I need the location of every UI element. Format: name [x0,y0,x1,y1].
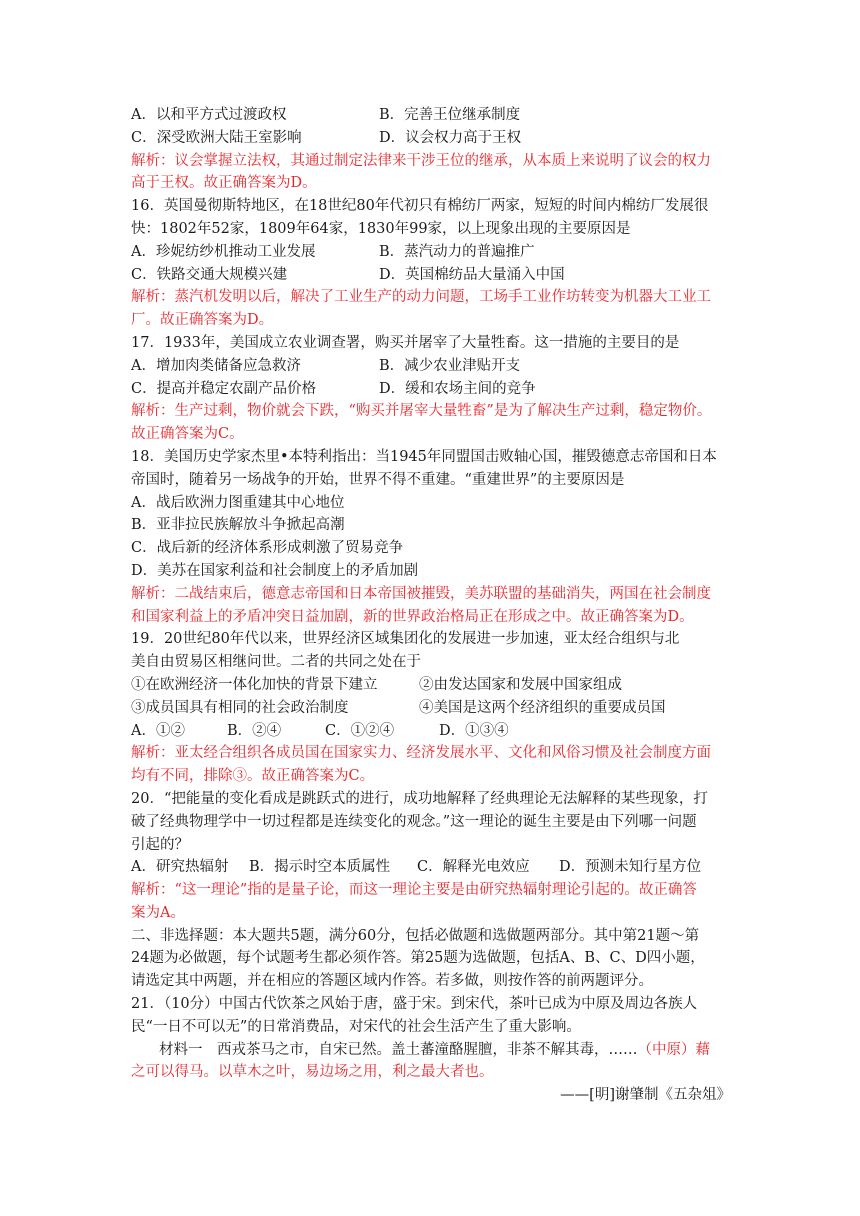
q18-stem-line: 帝国时，随着另一场战争的开始，世界不得不重建。“重建世界”的主要原因是 [131,471,625,488]
q20-stem-line: 破了经典物理学中一切过程都是连续变化的观念。”这一理论的诞生主要是由下列哪一问题 [131,813,697,830]
q19-option-a: A．①② [131,722,185,739]
q17-stem-line: 17．1933年，美国成立农业调查署，购买并屠宰了大量牲畜。这一措施的主要目的是 [131,334,680,351]
q18-option-d: D．美苏在国家利益和社会制度上的矛盾加剧 [131,562,419,579]
q21-material1-line [131,1039,731,1062]
q16-stem-line: 16．英国曼彻斯特地区，在18世纪80年代初只有棉纺厂两家，短短的时间内棉纺厂发展很 [131,198,709,215]
q15-options-row1 [131,104,731,127]
q20-stem-line: 引起的？ [131,836,189,853]
q20-option-a: A．研究热辐射 [131,859,229,876]
q20-option-d: D．预测未知行星方位 [559,859,702,876]
q16-options-row1 [131,241,731,264]
q16-options-row2 [131,264,731,287]
q17-options-row2 [131,378,731,401]
q19-items-row2 [131,697,731,720]
q17-option-a: A．增加肉类储备应急救济 [131,357,301,374]
q17-option-c: C．提高并稳定农副产品价格 [131,380,317,397]
q17-option-b: B．减少农业津贴开支 [379,357,521,374]
q19-item-1: ①在欧洲经济一体化加快的背景下建立 [131,676,378,693]
q16-option-c: C．铁路交通大规模兴建 [131,266,288,283]
q17-options-row1 [131,355,731,378]
q19-analysis-line: 均有不同，排除③。故正确答案为C。 [131,768,375,785]
q18-option-c: C．战后新的经济体系形成刺激了贸易竞争 [131,540,404,557]
q15-option-a: A．以和平方式过渡政权 [131,107,287,123]
q16-option-d: D．英国棉纺品大量涌入中国 [379,266,565,283]
q21-material1-highlight: （中原）藉 [637,1041,710,1058]
q16-option-b: B．蒸汽动力的普遍推广 [379,243,535,260]
q20-option-b: B．揭示时空本质属性 [249,859,391,876]
q19-stem-line: 美自由贸易区相继问世。二者的共同之处在于 [131,654,421,671]
q16-analysis-line: 厂。故正确答案为D。 [131,312,274,329]
q20-options-row [131,856,731,879]
q18-analysis-line: 解析：二战结束后，德意志帝国和日本帝国被摧毁，美苏联盟的基础消失，两国在社会制度 [131,585,711,602]
q17-analysis-line: 故正确答案为C。 [131,426,244,443]
q21-stem-line: 民“一日不可以无”的日常消费品，对宋代的社会生活产生了重大影响。 [131,1018,581,1035]
q19-item-2: ②由发达国家和发展中国家组成 [419,676,622,693]
q15-option-c: C．深受欧洲大陆王室影响 [131,129,302,146]
q20-analysis-line: 解析：“这一理论”指的是量子论，而这一理论主要是由研究热辐射理论引起的。故正确答 [131,882,697,899]
q15-option-d: D．议会权力高于王权 [379,129,522,146]
q15-options-row2 [131,127,731,150]
q15-option-b: B．完善王位继承制度 [379,107,521,123]
q18-option-b: B．亚非拉民族解放斗争掀起高潮 [131,517,345,534]
q20-analysis-line: 案为A。 [131,904,185,921]
q17-option-d: D．缓和农场主间的竞争 [379,380,536,397]
q19-option-d: D．①③④ [439,722,509,739]
q19-options-row [131,720,731,743]
q16-option-a: A．珍妮纺纱机推动工业发展 [131,243,316,260]
q19-analysis-line: 解析：亚太经合组织各成员国在国家实力、经济发展水平、文化和风俗习惯及社会制度方面 [131,745,711,762]
q20-stem-line: 20．“把能量的变化看成是跳跃式的进行，成功地解释了经典理论无法解释的某些现象，打 [131,790,708,807]
q18-option-a: A．战后欧洲力图重建其中心地位 [131,494,345,511]
q19-item-3: ③成员国具有相同的社会政治制度 [131,699,349,716]
q17-analysis-line: 解析：生产过剩，物价就会下跌，“购买并屠宰大量牲畜”是为了解决生产过剩，稳定物价。 [131,403,712,420]
section2-instructions-line: 24题为必做题，每个试题考生都必须作答。第25题为选做题，包括A、B、C、D四小题， [131,950,705,967]
q19-stem-line: 19．20世纪80年代以来，世界经济区域集团化的发展进一步加速，亚太经合组织与北 [131,631,680,648]
q18-stem-line: 18．美国历史学家杰里•本特利指出：当1945年同盟国击败轴心国，摧毁德意志帝国和日本 [131,448,717,465]
q19-option-c: C．①②④ [325,722,395,739]
q21-material1-source: ——[明]谢肇制《五杂俎》 [560,1087,731,1104]
section2-instructions-line: 请选定其中两题，并在相应的答题区域内作答。若多做，则按作答的前两题评分。 [131,973,653,990]
q18-analysis-line: 和国家利益上的矛盾冲突日益加剧，新的世界政治格局正在形成之中。故正确答案为D。 [131,608,694,625]
q19-option-b: B．②④ [227,722,282,739]
q20-option-c: C．解释光电效应 [417,859,530,876]
q21-material1-continued: 之可以得马。以草木之叶，易边场之用，利之最大者也。 [131,1064,494,1081]
q15-analysis-line: 解析：议会掌握立法权，其通过制定法律来干涉王位的继承，从本质上来说明了议会的权力 [131,152,711,169]
section2-instructions-line: 二、非选择题：本大题共5题，满分60分，包括必做题和选做题两部分。其中第21题～第 [131,927,700,944]
q16-stem-line: 快：1802年52家，1809年64家，1830年99家，以上现象出现的主要原因是 [131,220,631,237]
q19-item-4: ④美国是这两个经济组织的重要成员国 [419,699,666,716]
q16-analysis-line: 解析：蒸汽机发明以后，解决了工业生产的动力问题，工场手工业作坊转变为机器大工业工 [131,289,711,306]
exam-page [131,104,731,1107]
q21-material1-text: 材料一 西戎茶马之市，自宋已然。盖土蕃潼酪腥膻，非茶不解其毒，…… [159,1041,638,1058]
q19-items-row1 [131,674,731,697]
q21-stem-line: 21．（10分）中国古代饮茶之风始于唐，盛于宋。到宋代，茶叶已成为中原及周边各族人 [131,996,698,1013]
q15-analysis-line: 高于王权。故正确答案为D。 [131,175,317,192]
